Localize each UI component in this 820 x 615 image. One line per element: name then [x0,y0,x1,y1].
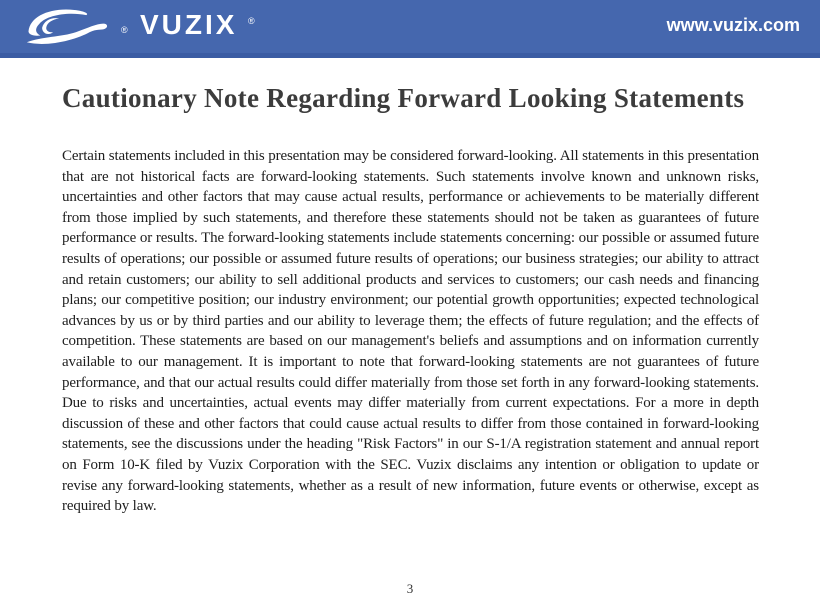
forward-looking-disclaimer-paragraph: Certain statements included in this presentation may be considered forward-looking. All statements in this presentation that are not historical facts are forward-looking statements. Such statements involve known and unknown risks, uncertainties and other factors that may cause actual results, performance or achievements to be materially different from those implied by such statements, and therefore these statements should not be taken as guarantees of future performance or results. The forward-looking statements include statements concerning: our possible or assumed future results of operations; our possible or assumed future results of operations; our business strategies; our ability to attract and retain customers; our ability to sell additional products and services to customers; our cash needs and financing plans; our competitive position; our industry environment; our potential growth opportunities; expected technological advances by us or by third parties and our ability to leverage them; the effects of future regulation; and the effects of competition. These statements are based on our management's beliefs and assumptions and on information currently available to our management. It is important to note that forward-looking statements are not guarantees of future performance, and that our actual results could differ materially from those set forth in any forward-looking statements. Due to risks and uncertainties, actual events may differ materially from current expectations. For a more in depth discussion of these and other factors that could cause actual results to differ from those contained in forward-looking statements, see the discussions under the heading "Risk Factors" in our S-1/A registration statement and annual report on Form 10-K filed by Vuzix Corporation with the SEC. Vuzix disclaims any intention or obligation to update or revise any forward-looking statements, whether as a result of new information, future events or otherwise, except as required by law. [62,148,759,515]
header-bar [0,0,820,58]
vuzix-wordmark: VUZIX [140,9,238,40]
swoosh-registered-mark-icon: ® [121,25,128,35]
page-number: 3 [406,581,414,596]
wordmark-registered-mark-icon: ® [248,16,255,26]
vuzix-swoosh-icon [20,3,122,51]
website-url: www.vuzix.com [666,15,800,35]
slide-title: Cautionary Note Regarding Forward Looking Statements [62,83,745,113]
